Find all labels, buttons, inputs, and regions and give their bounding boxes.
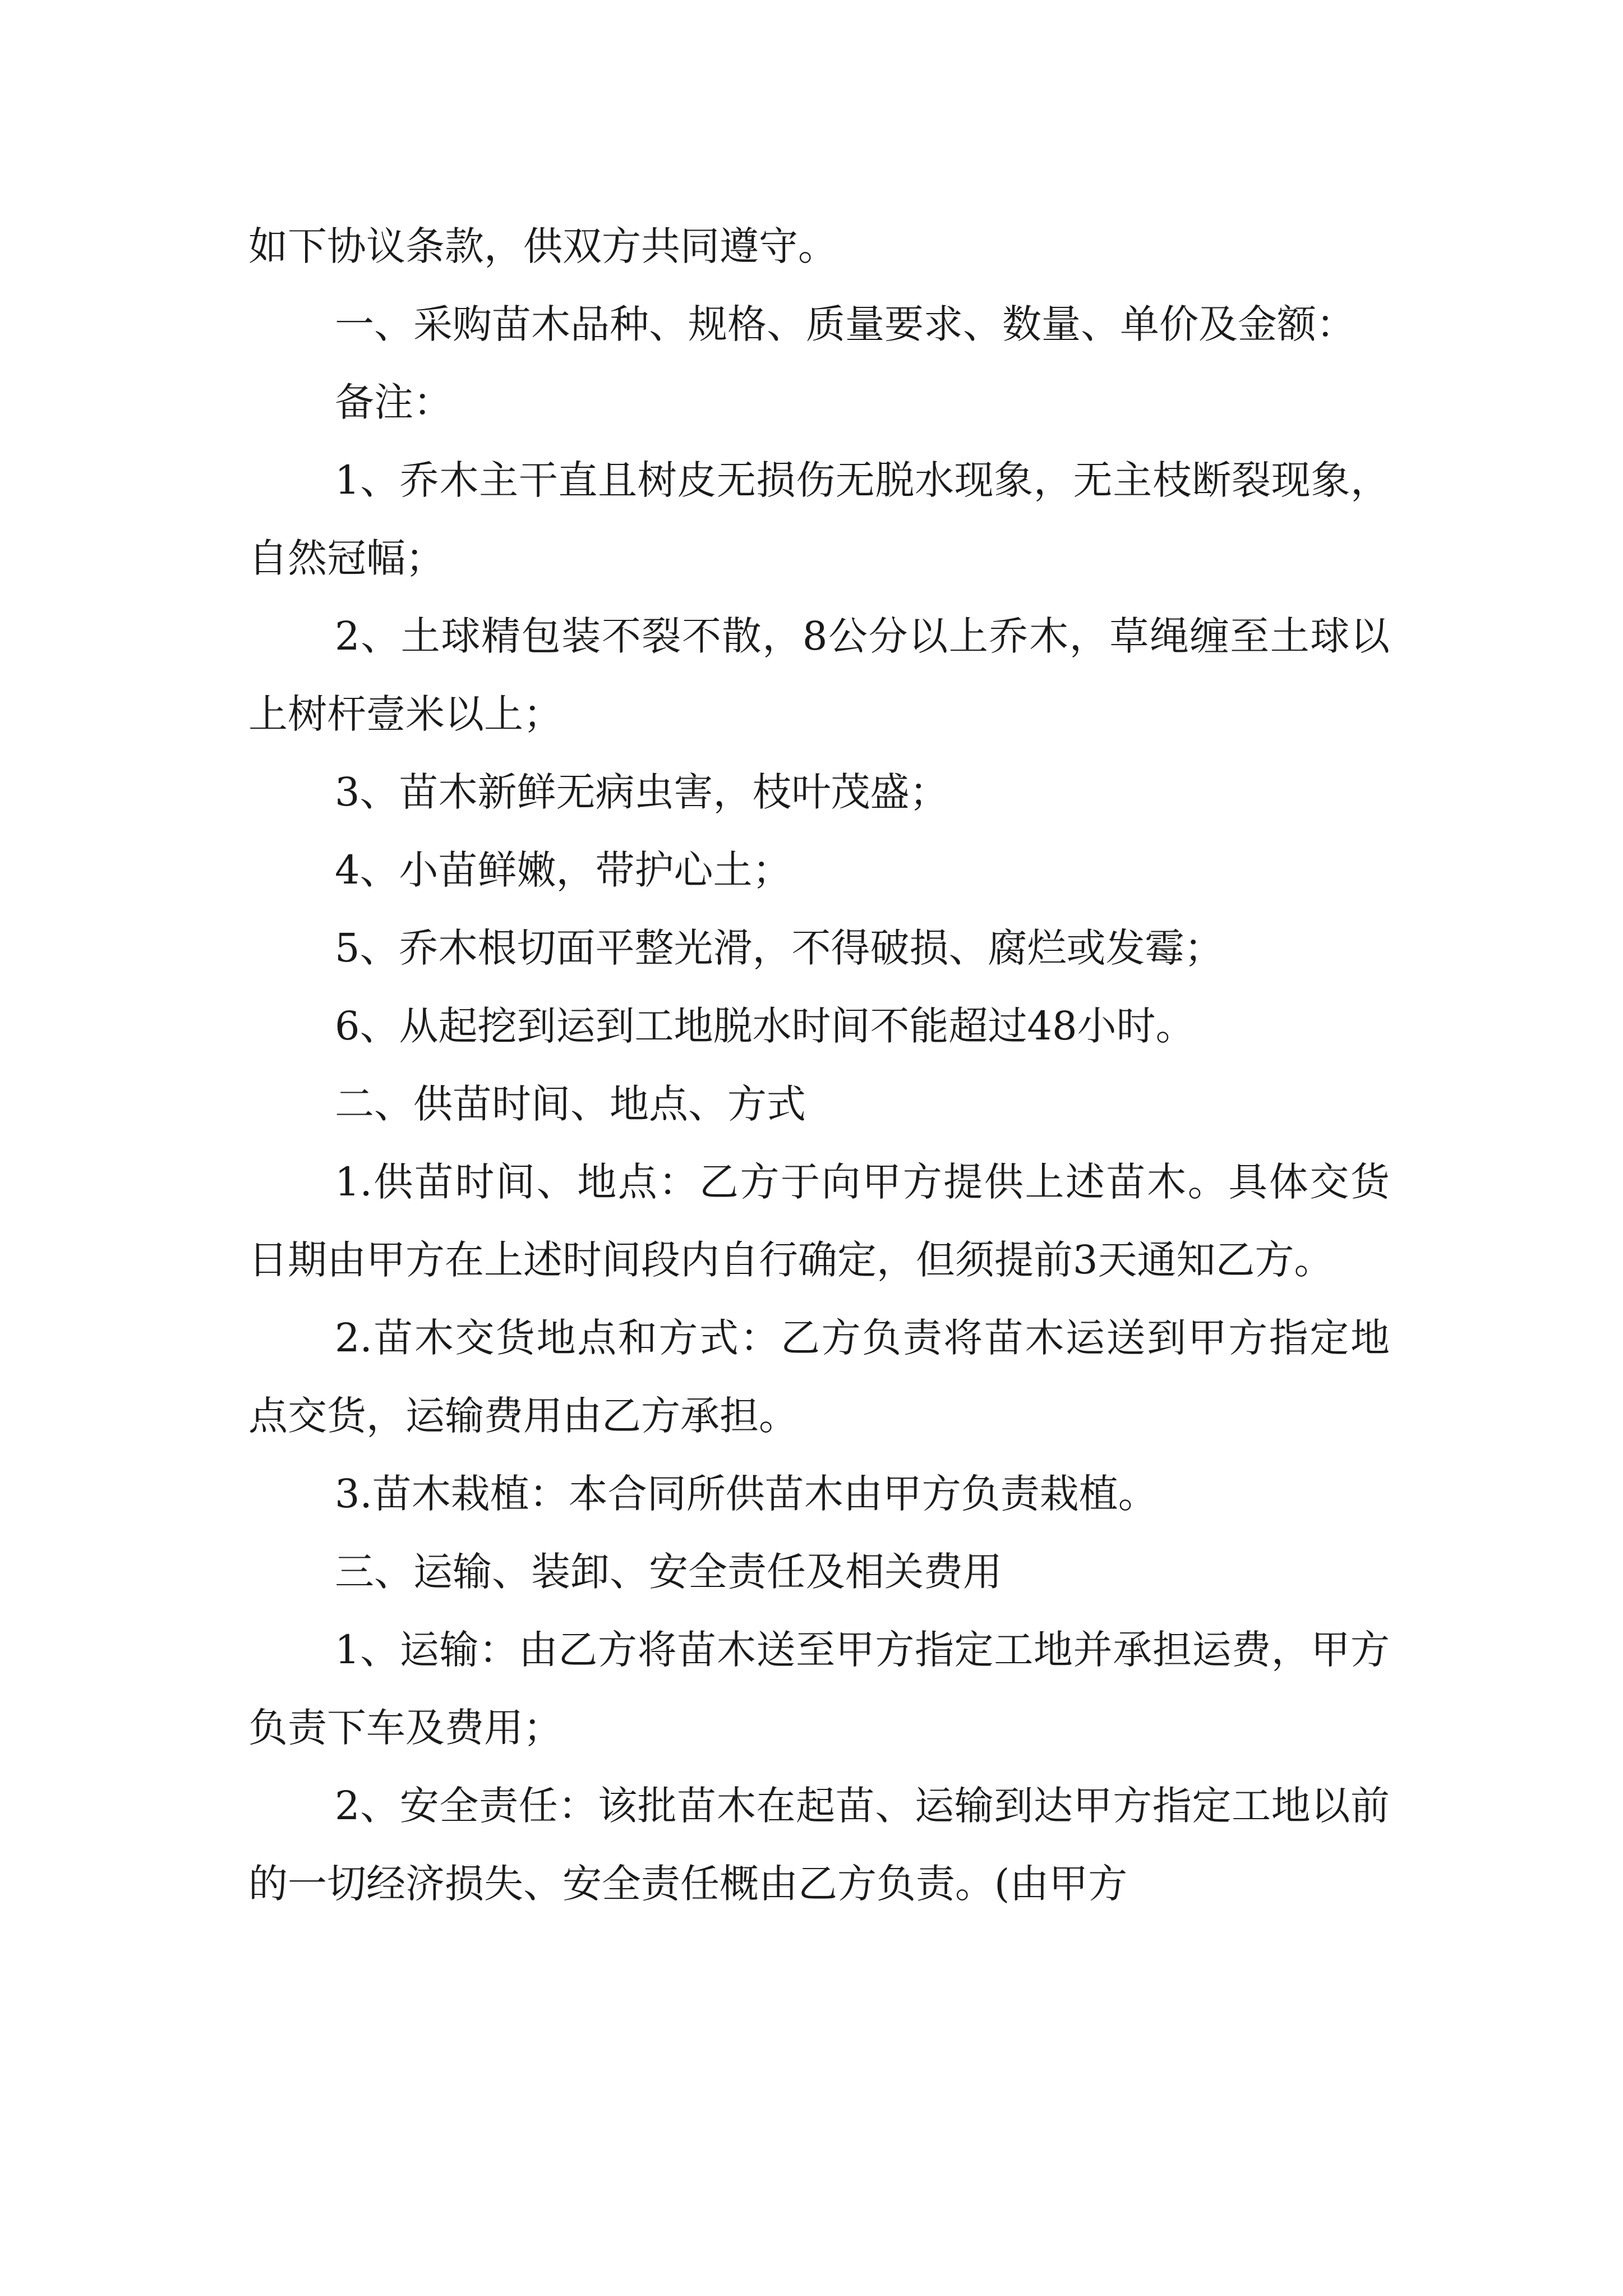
paragraph-6: 3、苗木新鲜无病虫害，枝叶茂盛；	[335, 769, 949, 815]
paragraph-12: 2.苗木交货地点和方式：乙方负责将苗木运送到甲方指定地点交货，运输费用由乙方承担。	[248, 1315, 1390, 1439]
paragraph-7: 4、小苗鲜嫩，带护心土；	[335, 847, 792, 893]
paragraph-8: 5、乔木根切面平整光滑，不得破损、腐烂或发霉；	[335, 925, 1224, 971]
paragraph-1: 如下协议条款，供双方共同遵守。	[248, 223, 837, 269]
paragraph-13: 3.苗木栽植：本合同所供苗木由甲方负责栽植。	[335, 1471, 1158, 1517]
paragraph-3: 备注：	[335, 379, 453, 425]
paragraph-15: 1、运输：由乙方将苗木送至甲方指定工地并承担运费，甲方负责下车及费用；	[248, 1627, 1390, 1751]
paragraph-5: 2、土球精包装不裂不散，8公分以上乔木，草绳缠至土球以上树杆壹米以上；	[248, 613, 1390, 737]
document-body	[248, 208, 1390, 1923]
paragraph-11: 1.供苗时间、地点：乙方于向甲方提供上述苗木。具体交货日期由甲方在上述时间段内自行确定，但须提前3天通知乙方。	[248, 1159, 1390, 1283]
paragraph-9: 6、从起挖到运到工地脱水时间不能超过48小时。	[335, 1003, 1195, 1049]
paragraph-2: 一、采购苗木品种、规格、质量要求、数量、单价及金额：	[335, 301, 1355, 347]
paragraph-4: 1、乔木主干直且树皮无损伤无脱水现象，无主枝断裂现象，自然冠幅；	[248, 457, 1390, 581]
paragraph-16: 2、安全责任：该批苗木在起苗、运输到达甲方指定工地以前的一切经济损失、安全责任概由乙方负责。(由甲方	[248, 1783, 1390, 1907]
paragraph-10: 二、供苗时间、地点、方式	[335, 1081, 806, 1127]
paragraph-14: 三、运输、装卸、安全责任及相关费用	[335, 1549, 1002, 1595]
